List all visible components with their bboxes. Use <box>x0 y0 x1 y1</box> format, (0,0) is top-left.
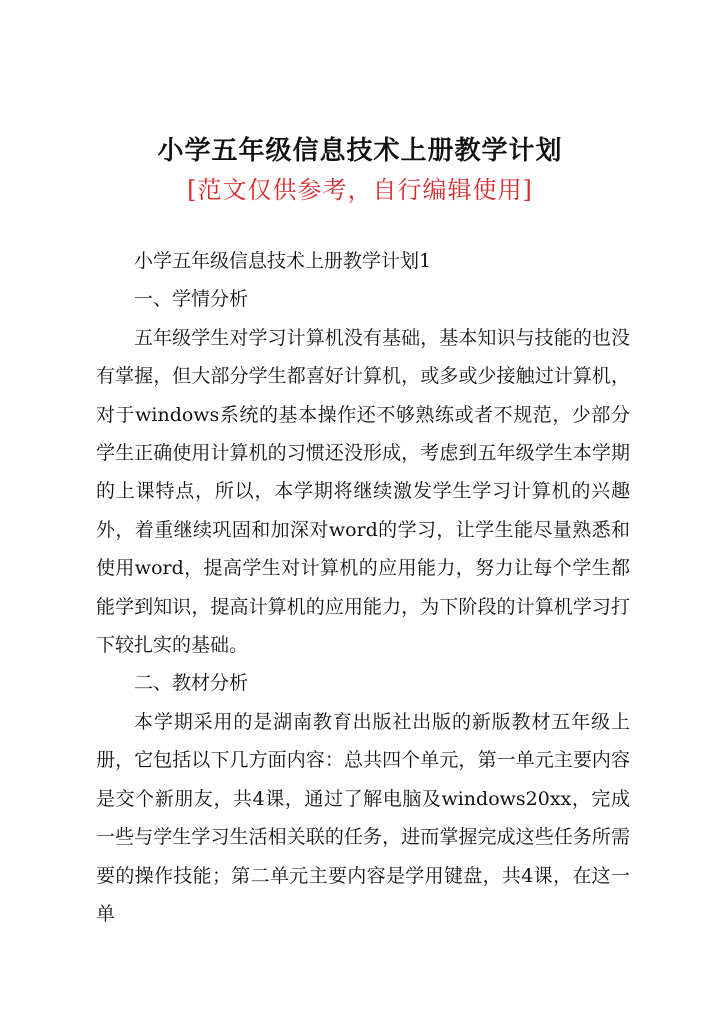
section-heading: 二、教材分析 <box>134 672 249 695</box>
section-heading: 小学五年级信息技术上册教学计划1 <box>134 250 432 272</box>
document-subtitle: [范文仅供参考，自行编辑使用] <box>187 176 533 204</box>
document-title: 小学五年级信息技术上册教学计划 <box>157 136 563 166</box>
document-body <box>96 242 630 933</box>
body-paragraph: 五年级学生对学习计算机没有基础，基本知识与技能的也没有掌握，但大部分学生都喜好计算机，或多或少接触过计算机，对于windows系统的基本操作还不够熟练或者不规范，少部分学生正确使用计算机的习惯还没形成，考虑到五年级学生本学期的上课特点，所以，本学期将继续激发学生学习计算机的兴趣外，着重继续巩固和加深对word的学习，让学生能尽量熟悉和使用word，提高学生对计算机的应用能力，努力让每个学生都能学到知识，提高计算机的应用能力，为下阶段的计算机学习打下较扎实的基础。 <box>96 326 630 657</box>
body-paragraph: 本学期采用的是湖南教育出版社出版的新版教材五年级上册，它包括以下几方面内容：总共四个单元，第一单元主要内容是交个新朋友，共4课，通过了解电脑及windows20xx，完成一些与学生学习生活相关联的任务，进而掌握完成这些任务所需要的操作技能；第二单元主要内容是学用键盘，共4课，在这一单 <box>96 710 630 925</box>
section-heading: 一、学情分析 <box>134 288 249 311</box>
